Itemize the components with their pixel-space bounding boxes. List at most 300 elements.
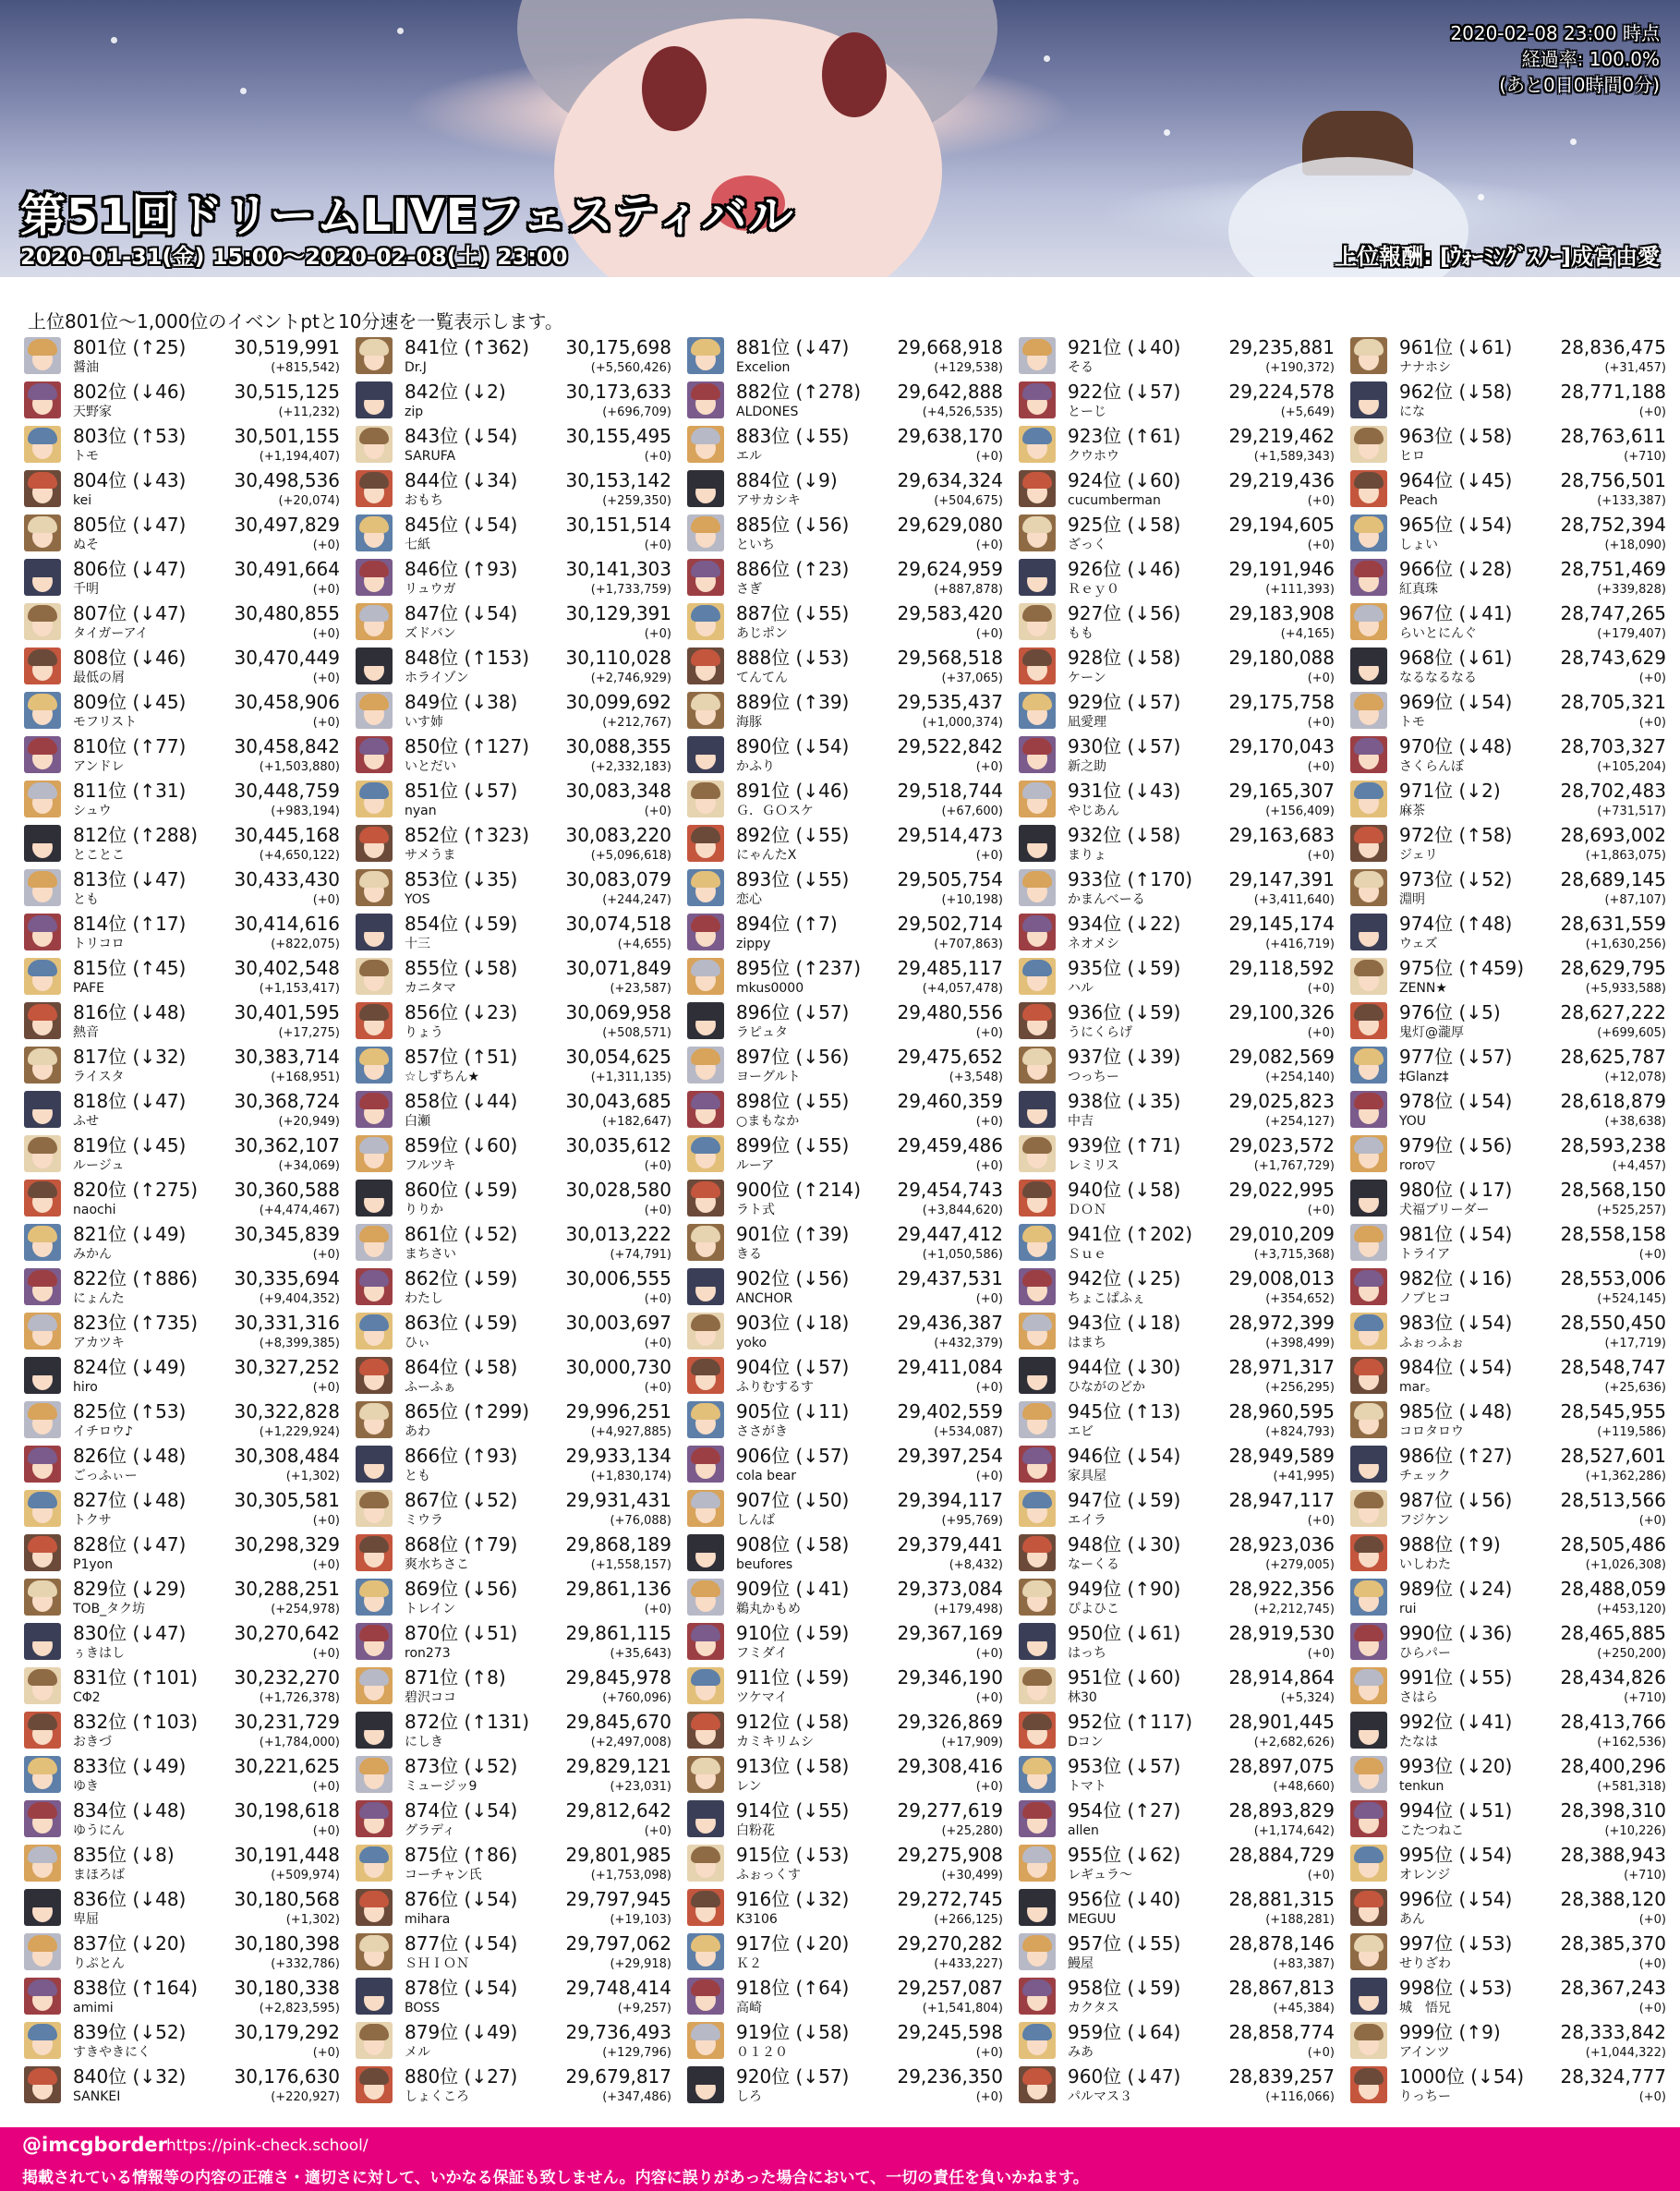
ranking-entry — [1350, 2018, 1672, 2063]
player-name: ケーン — [1068, 671, 1106, 685]
points: 29,535,437 — [897, 691, 1003, 713]
rank: 934位 (↓22) — [1068, 913, 1181, 935]
ranking-entry — [687, 777, 1009, 821]
points: 28,914,864 — [1228, 1666, 1335, 1689]
player-name: ron273 — [405, 1646, 451, 1661]
player-name: 卑屈 — [73, 1912, 99, 1927]
ten-minute-speed: (+4,655) — [617, 938, 671, 951]
rank: 931位 (↓43) — [1068, 780, 1181, 802]
player-name: PAFE — [73, 981, 105, 996]
ranking-entry — [1350, 1353, 1672, 1398]
ten-minute-speed: (+10,226) — [1604, 1824, 1666, 1838]
avatar-hair — [1354, 1669, 1384, 1686]
rank: 871位 (↑8) — [405, 1666, 506, 1689]
avatar-hair — [1354, 1004, 1384, 1021]
rank: 928位 (↓58) — [1068, 647, 1181, 669]
avatar — [1019, 781, 1056, 817]
points: 29,996,251 — [565, 1400, 671, 1422]
ten-minute-speed: (+1,044,322) — [1585, 2046, 1666, 2060]
rank: 877位 (↓54) — [405, 1932, 518, 1955]
site-url[interactable]: https://pink-check.school/ — [166, 2137, 369, 2155]
avatar-hair — [359, 1979, 389, 1996]
player-name: Ｋ２ — [736, 1956, 762, 1971]
avatar-hair — [1354, 1935, 1384, 1952]
player-name: ざっく — [1068, 538, 1106, 552]
rank: 897位 (↓56) — [736, 1046, 850, 1068]
player-name: tenkun — [1399, 1779, 1444, 1794]
avatar-hair — [691, 1048, 720, 1065]
ranking-entry — [1019, 954, 1340, 999]
points: 30,074,518 — [565, 913, 671, 935]
rank: 834位 (↓48) — [73, 1799, 187, 1822]
ten-minute-speed: (+244,247) — [602, 893, 671, 907]
ten-minute-speed: (+162,536) — [1597, 1736, 1666, 1749]
player-name: 十三 — [405, 937, 430, 951]
player-name: 林30 — [1068, 1690, 1097, 1705]
ranking-entry — [687, 555, 1009, 599]
ranking-entry — [1019, 1531, 1340, 1575]
avatar-hair — [1354, 738, 1384, 755]
player-name: ツケマイ — [736, 1690, 788, 1705]
rank: 841位 (↑362) — [405, 336, 530, 358]
avatar — [687, 1135, 724, 1172]
avatar-hair — [1354, 782, 1384, 799]
ranking-entry — [1019, 555, 1340, 599]
points: 30,401,595 — [234, 1001, 340, 1023]
player-name: グラディ — [405, 1823, 455, 1838]
avatar — [687, 1667, 724, 1704]
rank: 809位 (↓45) — [73, 691, 187, 713]
avatar-hair — [691, 472, 720, 489]
ranking-entry — [24, 1353, 345, 1398]
ranking-entry — [24, 1220, 345, 1265]
player-name: mar。 — [1399, 1380, 1438, 1395]
points: 28,625,787 — [1560, 1046, 1666, 1068]
rank: 827位 (↓48) — [73, 1489, 187, 1511]
ten-minute-speed: (+4,457) — [1612, 1159, 1666, 1173]
rank: 815位 (↑45) — [73, 957, 187, 979]
points: 28,398,310 — [1560, 1799, 1666, 1822]
ranking-entry — [356, 910, 677, 954]
points: 29,861,136 — [565, 1578, 671, 1600]
avatar-hair — [359, 827, 389, 843]
ranking-entry — [1350, 1398, 1672, 1442]
avatar-hair — [691, 782, 720, 799]
player-name: トライア — [1399, 1247, 1451, 1262]
points: 28,618,879 — [1560, 1090, 1666, 1112]
ranking-entry — [687, 333, 1009, 378]
ten-minute-speed: (+0) — [644, 627, 671, 641]
avatar — [24, 559, 61, 596]
points: 28,568,150 — [1560, 1179, 1666, 1201]
points: 28,367,243 — [1560, 1977, 1666, 1999]
avatar — [24, 1357, 61, 1394]
ranking-entry — [356, 954, 677, 999]
points: 29,845,670 — [565, 1711, 671, 1733]
rank: 862位 (↓59) — [405, 1267, 518, 1289]
points: 28,922,356 — [1228, 1578, 1335, 1600]
ten-minute-speed: (+581,318) — [1597, 1780, 1666, 1794]
rank: 844位 (↓34) — [405, 469, 518, 491]
avatar-hair — [1022, 1226, 1052, 1242]
ten-minute-speed: (+74,791) — [610, 1248, 671, 1262]
ranking-entry — [687, 954, 1009, 999]
player-name: P1yon — [73, 1557, 114, 1572]
avatar-hair — [1354, 383, 1384, 400]
avatar-hair — [359, 1093, 389, 1109]
player-name: ‡Glanz‡ — [1399, 1070, 1449, 1084]
avatar — [687, 692, 724, 729]
ten-minute-speed: (+29,918) — [610, 1957, 671, 1971]
ten-minute-speed: (+111,393) — [1265, 583, 1335, 597]
avatar-hair — [1354, 827, 1384, 843]
points: 28,689,145 — [1560, 868, 1666, 890]
avatar — [356, 869, 393, 906]
rank: 804位 (↓43) — [73, 469, 187, 491]
avatar — [356, 1623, 393, 1660]
sparkle — [1570, 139, 1577, 145]
ranking-entry — [1350, 599, 1672, 644]
avatar-hair — [691, 915, 720, 932]
avatar-hair — [1354, 516, 1384, 533]
ranking-entry — [1019, 1797, 1340, 1841]
avatar — [1019, 1047, 1056, 1083]
player-name: オレンジ — [1399, 1868, 1451, 1882]
rank: 989位 (↓24) — [1399, 1578, 1513, 1600]
ten-minute-speed: (+254,140) — [1265, 1071, 1335, 1084]
points: 30,322,828 — [234, 1400, 340, 1422]
avatar — [687, 1401, 724, 1438]
ranking-entry — [687, 999, 1009, 1043]
ranking-entry — [356, 2063, 677, 2107]
avatar-hair — [28, 1226, 57, 1242]
player-name: beufores — [736, 1557, 793, 1572]
avatar — [24, 869, 61, 906]
player-name: Excelion — [736, 360, 791, 375]
ten-minute-speed: (+17,909) — [941, 1736, 1003, 1749]
player-name: ライスタ — [73, 1070, 125, 1084]
points: 28,400,296 — [1560, 1755, 1666, 1777]
player-name: Ｇ．ＧＯスケ — [736, 804, 814, 818]
ten-minute-speed: (+3,844,620) — [922, 1204, 1003, 1217]
points: 29,191,946 — [1228, 558, 1335, 580]
player-name: あじポン — [736, 626, 788, 641]
points: 29,518,744 — [897, 780, 1003, 802]
rank: 839位 (↓52) — [73, 2021, 187, 2043]
event-period: 2020-01-31(金) 15:00〜2020-02-08(土) 23:00 — [20, 244, 568, 270]
player-name: フミダイ — [736, 1646, 788, 1661]
ten-minute-speed: (+129,538) — [934, 361, 1003, 375]
avatar-hair — [359, 561, 389, 577]
ten-minute-speed: (+398,499) — [1265, 1337, 1335, 1350]
points: 30,402,548 — [234, 957, 340, 979]
intro-text: 上位801位〜1,000位のイベントptと10分速を一覧表示します。 — [28, 310, 563, 333]
avatar-hair — [28, 2024, 57, 2040]
avatar-hair — [691, 383, 720, 400]
player-name: hiro — [73, 1380, 98, 1395]
banner-art-eye-right — [822, 32, 887, 117]
points: 28,923,036 — [1228, 1533, 1335, 1555]
points: 29,272,745 — [897, 1888, 1003, 1910]
ten-minute-speed: (+339,828) — [1597, 583, 1666, 597]
avatar-hair — [359, 1181, 389, 1198]
avatar — [1350, 1889, 1387, 1926]
ranking-entry — [1350, 821, 1672, 866]
ten-minute-speed: (+25,636) — [1604, 1381, 1666, 1395]
avatar — [1350, 869, 1387, 906]
ranking-entry — [24, 644, 345, 688]
avatar — [24, 1800, 61, 1837]
reward-label: 上位報酬: [ｳｫｰﾐﾝｸﾞｽﾉｰ]成宮由愛 — [1335, 244, 1660, 270]
rank: 805位 (↓47) — [73, 514, 187, 536]
avatar — [1019, 1712, 1056, 1749]
avatar — [24, 1756, 61, 1793]
ranking-entry — [24, 1619, 345, 1664]
rank: 802位 (↓46) — [73, 381, 187, 403]
player-name: らいとにんぐ — [1399, 626, 1477, 641]
ranking-entry — [356, 422, 677, 466]
rank: 944位 (↓30) — [1068, 1356, 1181, 1378]
ranking-entry — [1350, 1664, 1672, 1708]
rank: 973位 (↓52) — [1399, 868, 1513, 890]
avatar — [687, 1268, 724, 1305]
ranking-entry — [1350, 1974, 1672, 2018]
points: 28,324,777 — [1560, 2065, 1666, 2088]
avatar — [1350, 1845, 1387, 1882]
ranking-entry — [687, 1442, 1009, 1486]
rank: 829位 (↓29) — [73, 1578, 187, 1600]
points: 29,502,714 — [897, 913, 1003, 935]
ten-minute-speed: (+524,145) — [1597, 1292, 1666, 1306]
avatar-hair — [359, 738, 389, 755]
points: 29,219,462 — [1228, 425, 1335, 447]
ranking-entry — [687, 1531, 1009, 1575]
ranking-entry — [687, 1664, 1009, 1708]
ranking-entry — [356, 1265, 677, 1309]
avatar — [356, 1756, 393, 1793]
avatar — [356, 603, 393, 640]
avatar — [687, 1845, 724, 1882]
ranking-entry — [356, 1708, 677, 1752]
player-name: ＤＯＮ — [1068, 1203, 1106, 1217]
rank: 906位 (↓57) — [736, 1445, 850, 1467]
ten-minute-speed: (+12,078) — [1604, 1071, 1666, 1084]
avatar — [1019, 337, 1056, 374]
avatar-hair — [1022, 1891, 1052, 1907]
ten-minute-speed: (+0) — [1307, 1869, 1335, 1882]
ranking-entry — [1019, 333, 1340, 378]
ranking-entry — [1019, 1930, 1340, 1974]
player-name: せりざわ — [1399, 1956, 1451, 1971]
avatar-hair — [1022, 561, 1052, 577]
avatar-hair — [691, 960, 720, 976]
ten-minute-speed: (+0) — [975, 1780, 1003, 1794]
avatar — [1019, 1313, 1056, 1350]
player-name: まほろば — [73, 1868, 125, 1882]
rank: 945位 (↑13) — [1068, 1400, 1181, 1422]
avatar-hair — [1354, 1181, 1384, 1198]
player-name: さぎ — [736, 582, 762, 597]
ranking-entry — [1350, 378, 1672, 422]
ranking-entry — [1019, 866, 1340, 910]
avatar-hair — [359, 960, 389, 976]
points: 30,153,142 — [565, 469, 671, 491]
ten-minute-speed: (+5,096,618) — [590, 849, 671, 863]
points: 30,083,220 — [565, 824, 671, 846]
avatar-hair — [359, 2068, 389, 2085]
ten-minute-speed: (+5,560,426) — [590, 361, 671, 375]
points: 30,480,855 — [234, 602, 340, 624]
ranking-entry — [24, 1841, 345, 1885]
avatar — [1019, 1756, 1056, 1793]
rank: 865位 (↑299) — [405, 1400, 530, 1422]
rank: 899位 (↓55) — [736, 1134, 850, 1156]
rank: 907位 (↓50) — [736, 1489, 850, 1511]
ten-minute-speed: (+354,652) — [1265, 1292, 1335, 1306]
avatar — [687, 736, 724, 773]
rank: 910位 (↓59) — [736, 1622, 850, 1644]
rank: 881位 (↓47) — [736, 336, 850, 358]
player-name: エル — [736, 449, 762, 464]
ranking-entry — [1350, 866, 1672, 910]
rank: 935位 (↓59) — [1068, 957, 1181, 979]
twitter-handle[interactable]: @imcgborder — [22, 2134, 168, 2156]
avatar — [24, 1889, 61, 1926]
avatar — [687, 470, 724, 507]
ranking-entry — [356, 1797, 677, 1841]
ten-minute-speed: (+696,709) — [602, 406, 671, 419]
rank: 892位 (↓55) — [736, 824, 850, 846]
player-name: 七紙 — [405, 538, 430, 552]
rank: 878位 (↓54) — [405, 1977, 518, 1999]
avatar — [24, 1978, 61, 2015]
avatar — [24, 692, 61, 729]
avatar-hair — [691, 1669, 720, 1686]
avatar-hair — [1354, 915, 1384, 932]
rank: 869位 (↓56) — [405, 1578, 518, 1600]
points: 30,179,292 — [234, 2021, 340, 2043]
player-name: ルージュ — [73, 1158, 125, 1173]
points: 28,627,222 — [1560, 1001, 1666, 1023]
ranking-entry — [1350, 1841, 1672, 1885]
points: 28,947,117 — [1228, 1489, 1335, 1511]
points: 30,331,316 — [234, 1312, 340, 1334]
player-name: にょんた — [73, 1291, 125, 1306]
ranking-entry — [1350, 1752, 1672, 1797]
avatar — [1350, 1623, 1387, 1660]
ten-minute-speed: (+1,503,880) — [259, 760, 340, 774]
avatar — [356, 381, 393, 418]
ranking-entry — [24, 1309, 345, 1353]
avatar — [687, 1889, 724, 1926]
player-name: ふりむするす — [736, 1380, 814, 1395]
avatar-hair — [359, 1137, 389, 1154]
player-name: にしき — [405, 1735, 443, 1749]
ranking-entry — [24, 1087, 345, 1132]
ranking-entry — [687, 821, 1009, 866]
points: 30,270,642 — [234, 1622, 340, 1644]
avatar — [24, 781, 61, 817]
avatar — [1350, 1579, 1387, 1616]
status-box — [1450, 20, 1660, 98]
rank: 890位 (↓54) — [736, 735, 850, 757]
avatar — [687, 1800, 724, 1837]
ten-minute-speed: (+1,050,586) — [922, 1248, 1003, 1262]
ranking-entry — [1019, 1132, 1340, 1176]
player-name: つっちー — [1068, 1070, 1119, 1084]
points: 30,368,724 — [234, 1090, 340, 1112]
ten-minute-speed: (+0) — [975, 1292, 1003, 1306]
avatar-hair — [359, 1226, 389, 1242]
avatar-hair — [28, 1891, 57, 1907]
avatar-hair — [691, 1758, 720, 1774]
ranking-entry — [356, 1353, 677, 1398]
avatar — [687, 914, 724, 950]
ten-minute-speed: (+0) — [312, 1647, 340, 1661]
ten-minute-speed: (+0) — [975, 1470, 1003, 1483]
ranking-entry — [687, 1974, 1009, 2018]
ranking-entry — [1350, 644, 1672, 688]
avatar — [1019, 1889, 1056, 1926]
ten-minute-speed: (+0) — [1307, 1026, 1335, 1040]
player-name: yoko — [736, 1336, 767, 1350]
rank: 853位 (↓35) — [405, 868, 518, 890]
ten-minute-speed: (+508,571) — [602, 1026, 671, 1040]
rank: 828位 (↓47) — [73, 1533, 187, 1555]
points: 28,388,120 — [1560, 1888, 1666, 1910]
ten-minute-speed: (+116,066) — [1265, 2090, 1335, 2104]
player-name: ヒロ — [1399, 449, 1425, 464]
player-name: SARUFA — [405, 449, 456, 464]
ten-minute-speed: (+815,542) — [271, 361, 340, 375]
avatar-hair — [28, 1181, 57, 1198]
rank: 904位 (↓57) — [736, 1356, 850, 1378]
ranking-entry — [356, 777, 677, 821]
points: 29,845,978 — [565, 1666, 671, 1689]
rank: 863位 (↓59) — [405, 1312, 518, 1334]
rank: 882位 (↑278) — [736, 381, 862, 403]
ten-minute-speed: (+254,978) — [271, 1603, 340, 1616]
ten-minute-speed: (+0) — [1307, 982, 1335, 996]
player-name: うにくらげ — [1068, 1025, 1132, 1040]
ten-minute-speed: (+1,311,135) — [590, 1071, 671, 1084]
avatar — [356, 1446, 393, 1483]
ten-minute-speed: (+2,682,626) — [1253, 1736, 1335, 1749]
avatar — [356, 470, 393, 507]
avatar — [687, 1047, 724, 1083]
ranking-entry — [1350, 2063, 1672, 2107]
ranking-entry — [1350, 333, 1672, 378]
avatar-hair — [1022, 782, 1052, 799]
avatar — [1350, 337, 1387, 374]
ranking-entry — [1019, 1220, 1340, 1265]
player-name: CΦ2 — [73, 1690, 101, 1705]
ten-minute-speed: (+534,087) — [934, 1425, 1003, 1439]
ranking-entry — [687, 1176, 1009, 1220]
ranking-entry — [356, 1043, 677, 1087]
avatar — [1350, 381, 1387, 418]
avatar — [1019, 825, 1056, 862]
ranking-column — [1350, 333, 1672, 2107]
points: 30,345,839 — [234, 1223, 340, 1245]
banner-art-eye-left — [642, 46, 707, 131]
rank: 946位 (↓54) — [1068, 1445, 1181, 1467]
rank: 867位 (↓52) — [405, 1489, 518, 1511]
player-name: SANKEI — [73, 2089, 121, 2104]
points: 30,308,484 — [234, 1445, 340, 1467]
player-name: おきづ — [73, 1735, 112, 1749]
avatar — [24, 1002, 61, 1039]
